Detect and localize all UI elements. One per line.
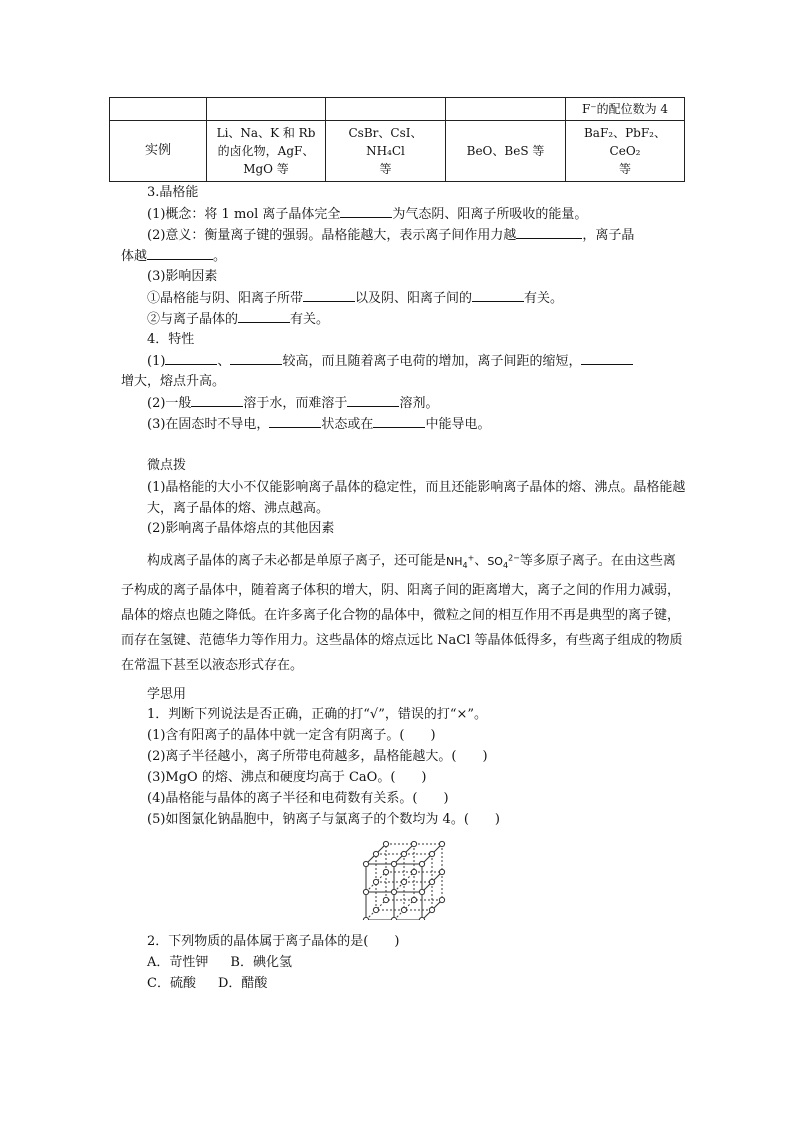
- text: 、: [474, 553, 488, 569]
- answer-blank: [230, 351, 282, 365]
- cell-line: 的卤化物，AgF、: [217, 144, 315, 158]
- text-line: (2)影响离子晶体熔点的其他因素: [147, 521, 335, 536]
- table-cell: [446, 98, 566, 121]
- text-line: [147, 414, 490, 435]
- table-cell: [207, 98, 326, 121]
- question-item: (5)如图氯化钠晶胞中，钠离子与氯离子的个数均为 4。( ): [147, 812, 500, 827]
- answer-blank: [165, 351, 217, 365]
- option-b: B．碘化氢: [230, 955, 292, 970]
- ammonium-ion: $NH_4^+$: [446, 553, 475, 570]
- answer-blank: [581, 351, 633, 365]
- cell-line: MgO 等: [243, 162, 289, 176]
- section-title: 4．特性: [147, 332, 195, 347]
- text: 、: [217, 354, 231, 369]
- text: (2)意义：衡量离子键的强弱。晶格能越大，表示离子间作用力越: [147, 228, 517, 243]
- text: 状态或在: [321, 417, 374, 432]
- cell-line: 等: [379, 162, 392, 176]
- text: 溶剂。: [399, 396, 439, 411]
- question-item: (4)晶格能与晶体的离子半径和电荷数有关系。( ): [147, 791, 449, 806]
- answer-blank: [373, 414, 425, 428]
- text-line: [147, 204, 587, 225]
- text: 溶于水，而难溶于: [243, 396, 348, 411]
- text: 构成离子晶体的离子未必都是单原子离子，还可能是: [147, 553, 447, 569]
- cell-line: 等: [618, 162, 631, 176]
- section-title: 微点拨: [147, 458, 187, 473]
- answer-blank: [516, 225, 582, 239]
- explanation-paragraph: [121, 545, 686, 678]
- answer-blank: [238, 309, 290, 323]
- answer-blank: [191, 393, 243, 407]
- text-line: [147, 309, 329, 330]
- cell-line: CsBr、CsI、NH₄Cl: [348, 126, 423, 158]
- answer-blank: [147, 246, 213, 260]
- row-label: 实例: [110, 121, 207, 182]
- text: (1)概念：将 1 mol 离子晶体完全: [147, 207, 341, 222]
- text: (2)一般: [147, 396, 192, 411]
- text: 中能导电。: [425, 417, 491, 432]
- text-line: [147, 351, 633, 372]
- cell-line: Li、Na、K 和 Rb: [216, 126, 316, 140]
- question-item: (1)含有阳离子的晶体中就一定含有阴离子。( ): [147, 728, 436, 743]
- table-cell: [326, 121, 446, 182]
- cell-line: BaF₂、PbF₂、CeO₂: [583, 126, 666, 158]
- answer-blank: [269, 414, 321, 428]
- table-cell-coordination: F⁻的配位数为 4: [566, 98, 685, 121]
- text: ，离子晶: [582, 228, 635, 243]
- text-line: [147, 393, 438, 414]
- text: 以及阴、阳离子间的: [355, 291, 473, 306]
- text: (1)晶格能的大小不仅能影响离子晶体的稳定性，而且还能影响离子晶体的熔、沸点。晶格能越大，离子晶体的熔、沸点越高。: [147, 480, 686, 516]
- answer-blank: [303, 288, 355, 302]
- text: ②与离子晶体的: [147, 312, 239, 327]
- text: 等多原子离子。在由这些离子构成的离子晶体中，随着离子体积的增大，阴、阳离子间的距离增大，离子之间的作用力减弱，晶体的熔点也随之降低。在许多离子化合物的晶体中，微粒之间的相互作用不再是典型的离子键，而存在氢键、范德华力等作用力。这些晶体的熔点远比 NaCl 等晶体低得多，有些离子组成的物质在常温下甚至以液态形式存在。: [121, 553, 683, 673]
- question-item: (2)离子半径越小，离子所带电荷越多，晶格能越大。( ): [147, 749, 488, 764]
- text: (1): [147, 354, 166, 369]
- option-a: A．苛性钾: [147, 955, 209, 970]
- table-cell: BeO、BeS 等: [446, 121, 566, 182]
- options-row: [147, 953, 292, 973]
- text-line: [121, 246, 226, 267]
- answer-blank: [347, 393, 399, 407]
- text: 体越: [121, 249, 148, 264]
- text: 。: [213, 249, 227, 264]
- section-title: 3.晶格能: [147, 185, 199, 200]
- question-1: 1．判断下列说法是否正确，正确的打“√”，错误的打“×”。: [147, 707, 488, 722]
- text-line: 增大，熔点升高。: [121, 374, 226, 389]
- table-cell: [326, 98, 446, 121]
- table-row-examples: [110, 121, 685, 182]
- sulfate-ion: $SO_4^{2-}$: [487, 553, 520, 570]
- option-d: D．醋酸: [217, 976, 268, 991]
- nacl-unit-cell-figure: [362, 840, 446, 920]
- crystal-types-table: [109, 97, 685, 182]
- option-c: C．硫酸: [147, 976, 196, 991]
- text: 为气态阴、阳离子所吸收的能量。: [392, 207, 588, 222]
- section-title: 学思用: [147, 687, 187, 702]
- text-line: [147, 288, 563, 309]
- table-cell: [207, 121, 326, 182]
- answer-blank: [340, 204, 392, 218]
- text: ①晶格能与阴、阳离子所带: [147, 291, 304, 306]
- text: 有关。: [290, 312, 330, 327]
- question-item: (3)MgO 的熔、沸点和硬度均高于 CaO。( ): [147, 770, 427, 785]
- table-cell: [110, 98, 207, 121]
- question-2: 2．下列物质的晶体属于离子晶体的是( ): [147, 934, 400, 949]
- text: 有关。: [524, 291, 564, 306]
- tip-paragraph: [121, 477, 686, 519]
- answer-blank: [472, 288, 524, 302]
- text: 较高，而且随着离子电荷的增加，离子间距的缩短，: [282, 354, 582, 369]
- table-cell: [566, 121, 685, 182]
- text-line: (3)影响因素: [147, 269, 218, 284]
- table-row: [110, 98, 685, 121]
- options-row: [147, 974, 267, 994]
- text-line: [147, 225, 634, 246]
- text: (3)在固态时不导电，: [147, 417, 270, 432]
